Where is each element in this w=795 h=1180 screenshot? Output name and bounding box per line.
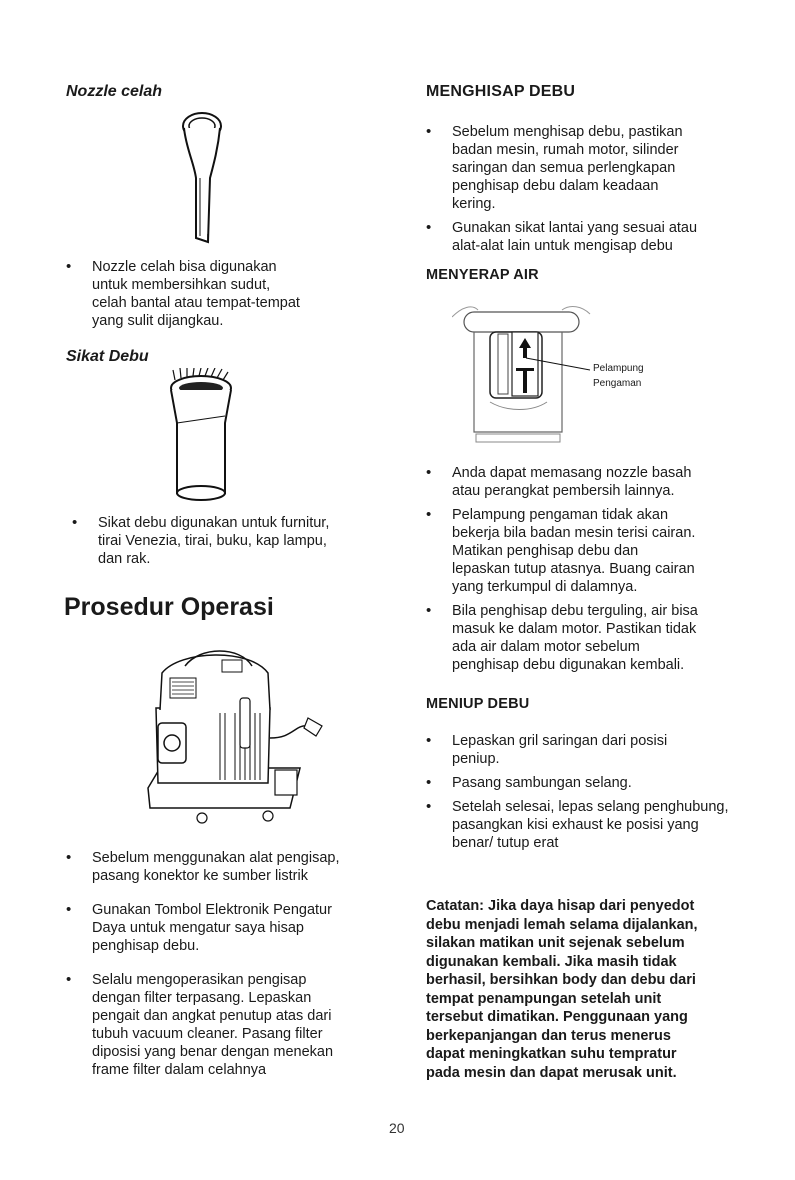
- water-absorb-bullets: [426, 464, 771, 680]
- float-label-line1: Pelampung: [593, 363, 644, 374]
- crevice-nozzle-bullets: [66, 258, 366, 336]
- list-item: • Pelampung pengaman tidak akan bekerja bila badan mesin terisi cairan. Matikan penghisap debu dan lepaskan tutup atasnya. Buang cairan yang terkumpul di dalamnya.: [426, 506, 771, 596]
- dust-brush-bullets: [72, 514, 372, 574]
- list-item: • Bila penghisap debu terguling, air bisa masuk ke dalam motor. Pastikan tidak ada air dalam motor sebelum penghisap debu digunakan kembali.: [426, 602, 771, 674]
- blow-dust-heading: MENIUP DEBU: [426, 696, 530, 712]
- dust-brush-heading: Sikat Debu: [66, 348, 149, 365]
- dust-suction-heading: MENGHISAP DEBU: [426, 83, 576, 100]
- dust-brush-illustration: [165, 368, 245, 506]
- list-item: • Gunakan Tombol Elektronik Pengatur Daya untuk mengatur saya hisap penghisap debu.: [66, 901, 376, 955]
- list-item: • Sikat debu digunakan untuk furnitur, tirai Venezia, tirai, buku, kap lampu, dan rak.: [72, 514, 372, 568]
- list-item: • Pasang sambungan selang.: [426, 774, 781, 792]
- list-item: • Setelah selesai, lepas selang penghubung, pasangkan kisi exhaust ke posisi yang benar/ tutup erat: [426, 798, 781, 852]
- safety-float-illustration: [452, 292, 602, 452]
- dust-suction-bullets: [426, 123, 766, 261]
- list-item: • Selalu mengoperasikan pengisap dengan filter terpasang. Lepaskan pengait dan angkat penutup atas dari tubuh vacuum cleaner. Pasang filter diposisi yang benar dengan menekan frame filter dalam celahnya: [66, 971, 376, 1079]
- operation-procedure-title: Prosedur Operasi: [64, 593, 274, 621]
- caution-note: Catatan: Jika daya hisap dari penyedot debu menjadi lemah selama dijalankan, silakan matikan unit sejenak sebelum digunakan kembali. Jika masih tidak berhasil, bersihkan body dan debu dari tempat penampungan setelah unit tersebut dimatikan. Penggunaan yang berkepanjangan dan terus menerus dapat meningkatkan suhu tempratur pada mesin dan dapat merusak unit.: [426, 898, 698, 1081]
- page-number: 20: [389, 1120, 405, 1136]
- float-label-line2: Pengaman: [593, 378, 642, 389]
- list-item: • Sebelum menggunakan alat pengisap, pasang konektor ke sumber listrik: [66, 849, 376, 885]
- water-absorb-heading: MENYERAP AIR: [426, 267, 539, 283]
- blow-dust-bullets: [426, 732, 781, 858]
- list-item: • Sebelum menghisap debu, pastikan badan mesin, rumah motor, silinder saringan dan semua perlengkapan penghisap debu dalam keadaan kering.: [426, 123, 766, 213]
- list-item: • Nozzle celah bisa digunakan untuk membersihkan sudut, celah bantal atau tempat-tempat yang sulit dijangkau.: [66, 258, 366, 330]
- crevice-nozzle-heading: Nozzle celah: [66, 83, 163, 100]
- operation-bullets: [66, 849, 376, 1085]
- list-item: • Lepaskan gril saringan dari posisi peniup.: [426, 732, 781, 768]
- list-item: • Gunakan sikat lantai yang sesuai atau alat-alat lain untuk mengisap debu: [426, 219, 766, 255]
- vacuum-cleaner-illustration: [140, 638, 330, 828]
- crevice-nozzle-illustration: [180, 108, 230, 248]
- list-item: • Anda dapat memasang nozzle basah atau perangkat pembersih lainnya.: [426, 464, 771, 500]
